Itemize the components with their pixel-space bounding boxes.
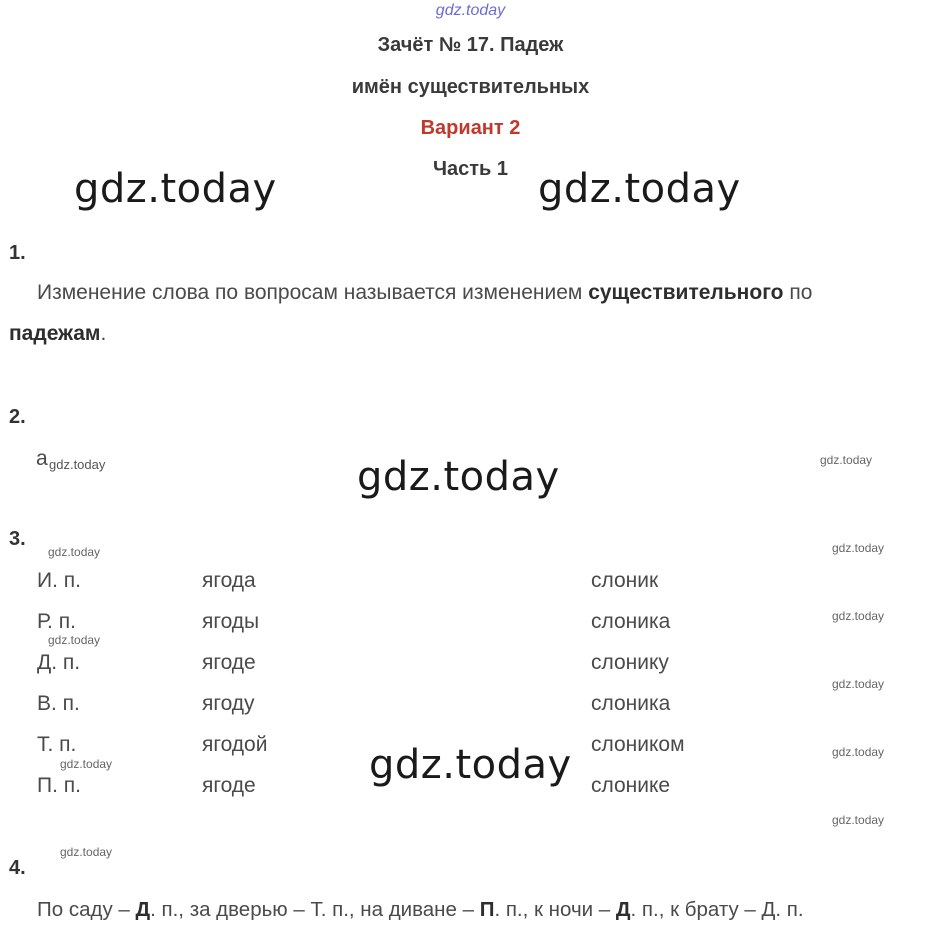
watermark-small: gdz.today bbox=[60, 757, 113, 771]
case-word-slonik: слоником bbox=[591, 733, 685, 756]
task1-text: . bbox=[100, 322, 107, 345]
case-word-slonik: слонике bbox=[591, 774, 671, 797]
task-number: 3. bbox=[9, 528, 26, 550]
case-word-slonik: слоника bbox=[591, 610, 671, 633]
task1-line1 bbox=[37, 281, 812, 305]
watermark-big: gdz.today bbox=[357, 454, 560, 500]
case-word-yagoda: ягоду bbox=[202, 692, 255, 715]
task1-text: Изменение слова по вопросам называется изменением bbox=[37, 281, 583, 304]
case-word-yagoda: ягодой bbox=[202, 733, 268, 756]
case-word-slonik: слоника bbox=[591, 692, 671, 715]
task4-answer-line bbox=[37, 898, 804, 922]
task4-text: . п., к ночи – bbox=[494, 898, 616, 921]
case-word-yagoda: ягода bbox=[202, 569, 256, 592]
task1-text: по bbox=[789, 281, 813, 304]
case-label: Т. п. bbox=[37, 733, 77, 756]
task4-text: . п., к брату – Д. п. bbox=[630, 898, 804, 921]
part-label: Часть 1 bbox=[432, 158, 509, 180]
task4-bold-letter: Д bbox=[615, 898, 631, 921]
watermark-big: gdz.today bbox=[369, 742, 572, 788]
watermark-small: gdz.today bbox=[832, 813, 885, 827]
page-title-line2: имён существительных bbox=[351, 76, 590, 98]
variant-label: Вариант 2 bbox=[420, 117, 521, 139]
watermark-small: gdz.today bbox=[60, 845, 113, 859]
task-number: 2. bbox=[9, 406, 26, 428]
watermark-small: gdz.today bbox=[832, 677, 885, 691]
task4-text: По саду – bbox=[37, 898, 136, 921]
case-label: Д. п. bbox=[37, 651, 81, 674]
watermark-small: gdz.today bbox=[832, 745, 885, 759]
case-label: В. п. bbox=[37, 692, 80, 715]
task1-line2 bbox=[9, 322, 106, 346]
watermark-small: gdz.today bbox=[820, 453, 873, 467]
task4-text: . п., за дверью – Т. п., на диване – bbox=[150, 898, 480, 921]
case-label: И. п. bbox=[37, 569, 81, 592]
task2-answer: а bbox=[36, 447, 48, 470]
task4-bold-letter: П bbox=[479, 898, 495, 921]
task1-bold-word: падежам bbox=[9, 322, 101, 345]
watermark-top: gdz.today bbox=[435, 2, 506, 19]
case-label: Р. п. bbox=[37, 610, 76, 633]
task-number: 4. bbox=[9, 857, 26, 879]
case-word-slonik: слоник bbox=[591, 569, 659, 592]
watermark-small: gdz.today bbox=[832, 609, 885, 623]
watermark-small: gdz.today bbox=[48, 633, 101, 647]
task1-bold-word: существительного bbox=[588, 281, 784, 304]
case-word-yagoda: ягоды bbox=[202, 610, 260, 633]
case-word-yagoda: ягоде bbox=[202, 651, 256, 674]
page-title-line1: Зачёт № 17. Падеж bbox=[377, 34, 564, 56]
watermark-big: gdz.today bbox=[538, 166, 741, 212]
watermark-big: gdz.today bbox=[74, 166, 277, 212]
watermark-small: gdz.today bbox=[48, 545, 101, 559]
watermark-small: gdz.today bbox=[49, 457, 106, 472]
case-label: П. п. bbox=[37, 774, 81, 797]
case-word-slonik: слонику bbox=[591, 651, 669, 674]
task4-bold-letter: Д bbox=[135, 898, 151, 921]
watermark-small: gdz.today bbox=[832, 541, 885, 555]
task-number: 1. bbox=[9, 242, 26, 264]
case-word-yagoda: ягоде bbox=[202, 774, 256, 797]
